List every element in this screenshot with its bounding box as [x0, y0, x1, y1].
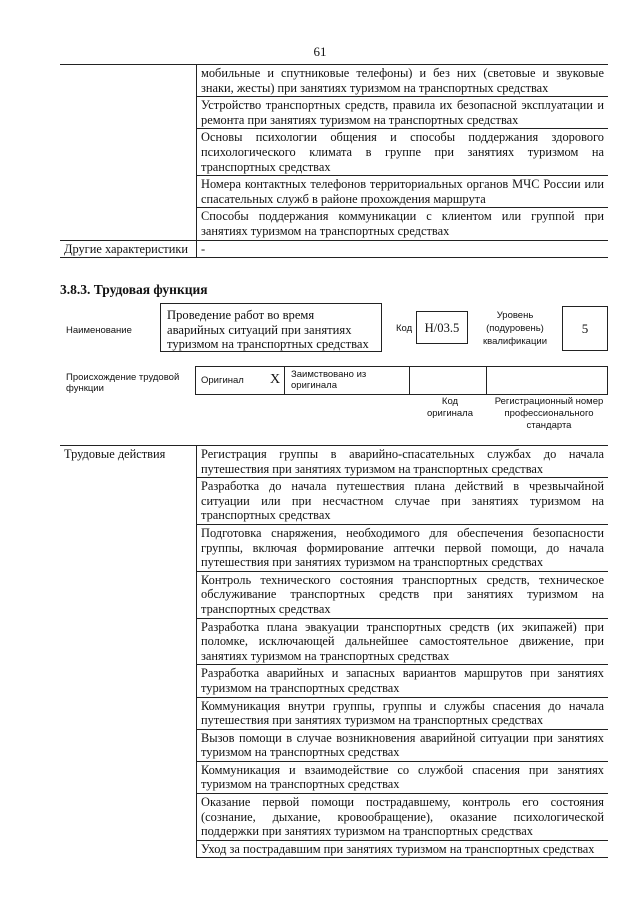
reg-number-label: Регистрационный номер профессионального стандарта — [494, 396, 604, 431]
knowledge-table — [60, 64, 608, 258]
labor-action-item: Регистрация группы в аварийно-спасательных службах до начала путешествия при занятиях туризмом на транспортных средствах — [197, 446, 609, 478]
knowledge-item: Способы поддержания коммуникации с клиентом или группой при занятиях туризмом на транспортных средствах — [197, 208, 609, 240]
labor-action-item: Коммуникация и взаимодействие со службой спасения при занятиях туризмом на транспортных средствах — [197, 761, 609, 793]
knowledge-item: Основы психологии общения и способы поддержания здорового психологического климата в группе при занятиях туризмом на транспортных средствах — [197, 129, 609, 176]
code-value-box: Н/03.5 — [416, 311, 468, 344]
labor-actions-label: Трудовые действия — [60, 446, 197, 858]
labor-action-item: Разработка плана эвакуации транспортных средств (их экипажей) при поломке, исключающей дальнейшее самостоятельное движение, при занятиях туризмом на транспортных средствах — [197, 618, 609, 665]
borrowed-box — [284, 366, 410, 395]
labor-action-item: Оказание первой помощи пострадавшему, контроль его состояния (сознание, дыхание, кровообращение), оказание психологической поддержки при занятиях туризмом на транспортных средствах — [197, 794, 609, 841]
origin-label: Происхождение трудовой функции — [66, 372, 180, 394]
origin-code-label: Код оригинала — [426, 396, 473, 419]
knowledge-item: Устройство транспортных средств, правила их безопасной эксплуатации и ремонта при занятиях туризмом на транспортных средствах — [197, 97, 609, 129]
labor-action-item: Подготовка снаряжения, необходимого для обеспечения безопасности группы, включая формирование аптечки первой помощи, до начала путешествия при занятиях туризмом на транспортных средствах — [197, 524, 609, 571]
function-name-box: Проведение работ во время аварийных ситуаций при занятиях туризмом на транспортных средствах — [160, 303, 382, 352]
knowledge-item: Номера контактных телефонов территориальных органов МЧС России или спасательных служб в районе прохождения маршрута — [197, 176, 609, 208]
knowledge-item: мобильные и спутниковые телефоны) и без них (световые и звуковые знаки, жесты) при занятиях туризмом на транспортных средствах — [197, 65, 609, 97]
code-label: Код — [396, 323, 413, 334]
page-number: 61 — [313, 44, 327, 59]
reg-number-box — [486, 366, 608, 395]
origin-code-box — [409, 366, 487, 395]
labor-action-item: Коммуникация внутри группы, группы и службы спасения до начала путешествия при занятиях туризмом на транспортных средствах — [197, 697, 609, 729]
other-characteristics-value: - — [197, 240, 609, 258]
original-mark: X — [270, 372, 281, 387]
row-label-empty — [60, 65, 197, 241]
labor-action-item: Разработка аварийных и запасных вариантов маршрутов при занятиях туризмом на транспортных средствах — [197, 665, 609, 697]
original-box — [195, 366, 285, 395]
other-characteristics-label: Другие характеристики — [60, 240, 197, 258]
labor-action-item: Уход за пострадавшим при занятиях туризмом на транспортных средствах — [197, 840, 609, 858]
borrowed-label: Заимствовано из оригинала — [291, 369, 367, 391]
original-label: Оригинал — [201, 375, 244, 386]
section-title: 3.8.3. Трудовая функция — [60, 282, 208, 297]
level-label: Уровень (подуровень) квалификации — [482, 310, 548, 347]
table-row — [60, 65, 608, 97]
labor-action-item: Вызов помощи в случае возникновения аварийной ситуации при занятиях туризмом на транспортных средствах — [197, 729, 609, 761]
table-row — [60, 240, 608, 258]
labor-action-item: Разработка до начала путешествия плана действий в чрезвычайной ситуации или при несчастном случае при занятиях туризмом на транспортных средствах — [197, 478, 609, 525]
table-row — [60, 446, 608, 478]
name-label: Наименование — [66, 325, 132, 336]
labor-actions-table — [60, 445, 608, 858]
level-value-box: 5 — [562, 306, 608, 351]
labor-action-item: Контроль технического состояния транспортных средств, техническое обслуживание транспортных средств при занятиях туризмом на транспортных средствах — [197, 571, 609, 618]
